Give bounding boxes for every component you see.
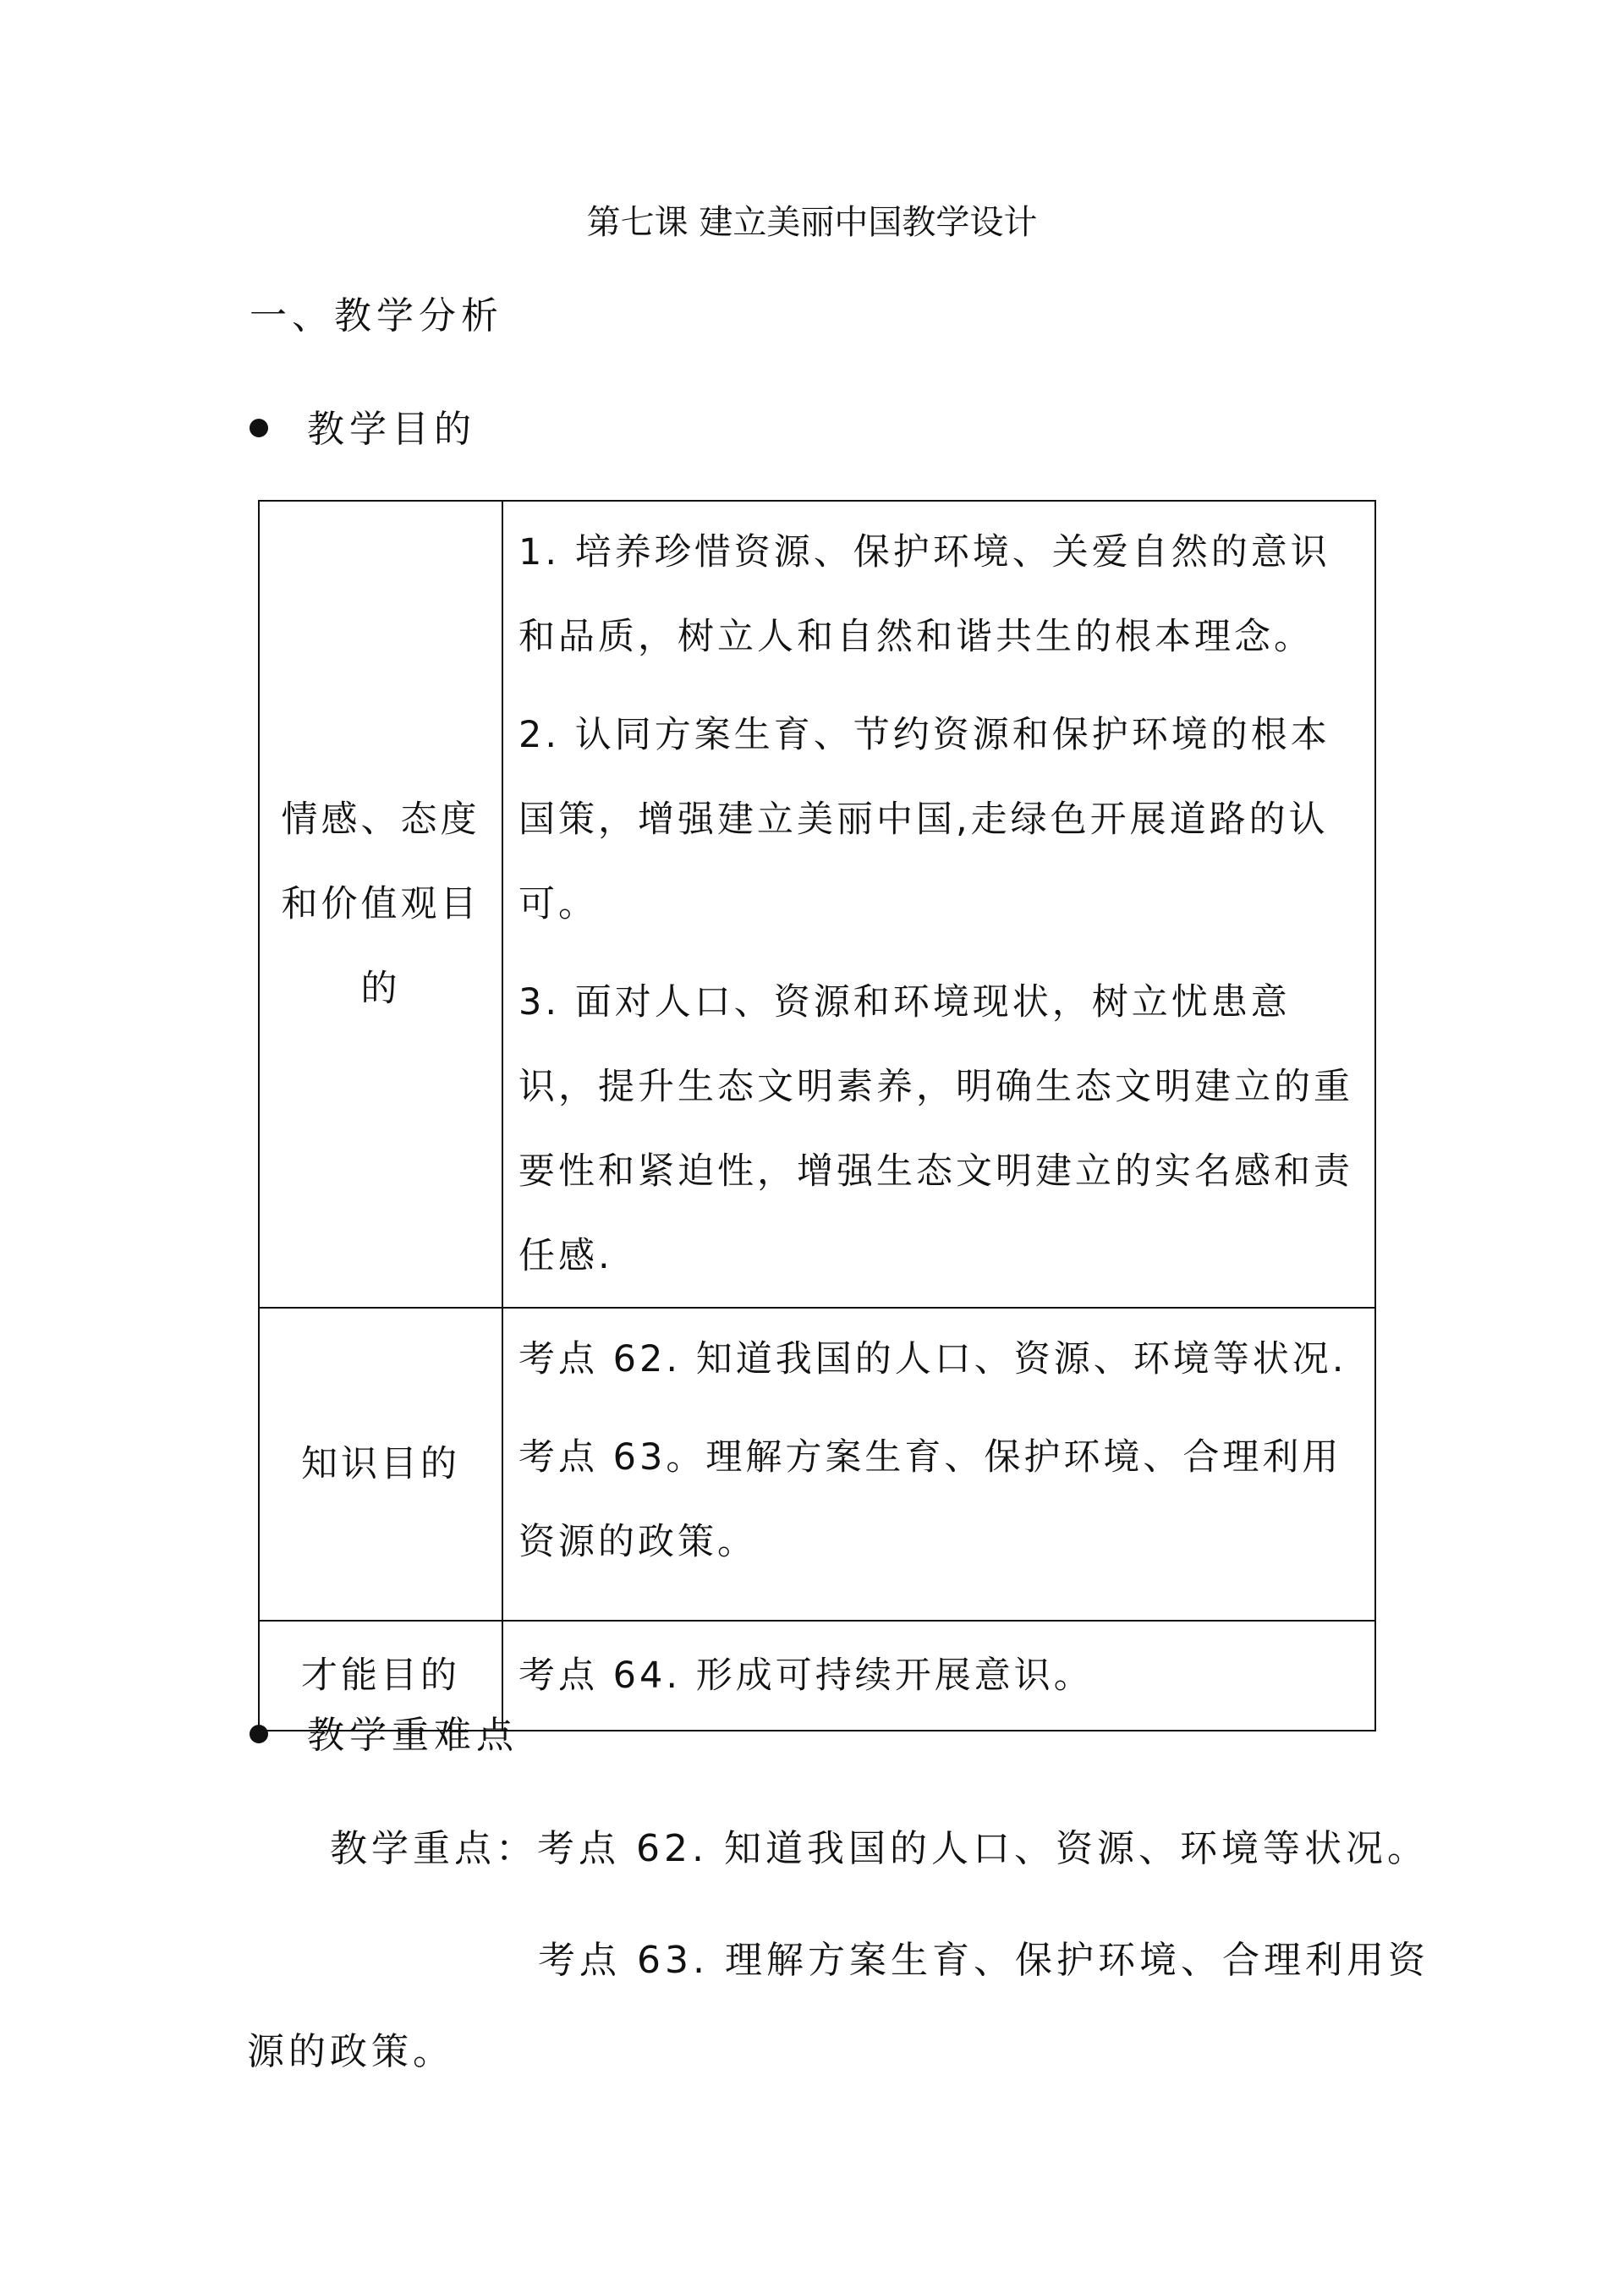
- key-points-heading-label: 教学重难点: [307, 1714, 518, 1757]
- bullet-icon: [250, 1725, 268, 1743]
- row-content-affective: [502, 501, 1375, 1308]
- objectives-heading: [250, 404, 476, 455]
- objectives-heading-label: 教学目的: [307, 408, 476, 451]
- key-points-heading: [250, 1710, 518, 1761]
- key-point-line: 考点 63. 理解方案生育、保护环境、合理利用资: [538, 1939, 1429, 1982]
- list-item: 3. 面对人口、资源和环境现状，树立忧患意识，提升生态文明素养，明确生态文明建立的重要性和紧迫性，增强生态文明建立的实名感和责任感.: [518, 981, 1353, 1277]
- row-label-knowledge: 知识目的: [259, 1308, 502, 1621]
- row-content-knowledge: [502, 1308, 1375, 1621]
- list-item: 考点 62. 知道我国的人口、资源、环境等状况.: [518, 1338, 1347, 1380]
- key-point-line: 源的政策。: [247, 2030, 454, 2073]
- bullet-icon: [250, 419, 268, 437]
- row-label-affective: 情感、态度和价值观目的: [259, 501, 502, 1308]
- objectives-table: [258, 500, 1376, 1731]
- key-point-line: 教学重点：考点 62. 知道我国的人口、资源、环境等状况。: [330, 1827, 1429, 1870]
- row-content-ability: [502, 1621, 1375, 1731]
- list-item: 2. 认同方案生育、节约资源和保护环境的根本国策，增强建立美丽中国,走绿色开展道路的认可。: [518, 714, 1330, 925]
- row-label-ability: 才能目的: [259, 1621, 502, 1731]
- list-item: 考点 63。理解方案生育、保护环境、合理利用资源的政策。: [518, 1436, 1342, 1563]
- list-item: 1. 培养珍惜资源、保护环境、关爱自然的意识和品质，树立人和自然和谐共生的根本理念。: [518, 531, 1330, 658]
- section-heading: 一、教学分析: [250, 294, 503, 338]
- table-row: [259, 501, 1375, 1308]
- page-title: 第七课 建立美丽中国教学设计: [586, 203, 1038, 242]
- table-row: [259, 1308, 1375, 1621]
- list-item: 考点 64. 形成可持续开展意识。: [518, 1655, 1094, 1697]
